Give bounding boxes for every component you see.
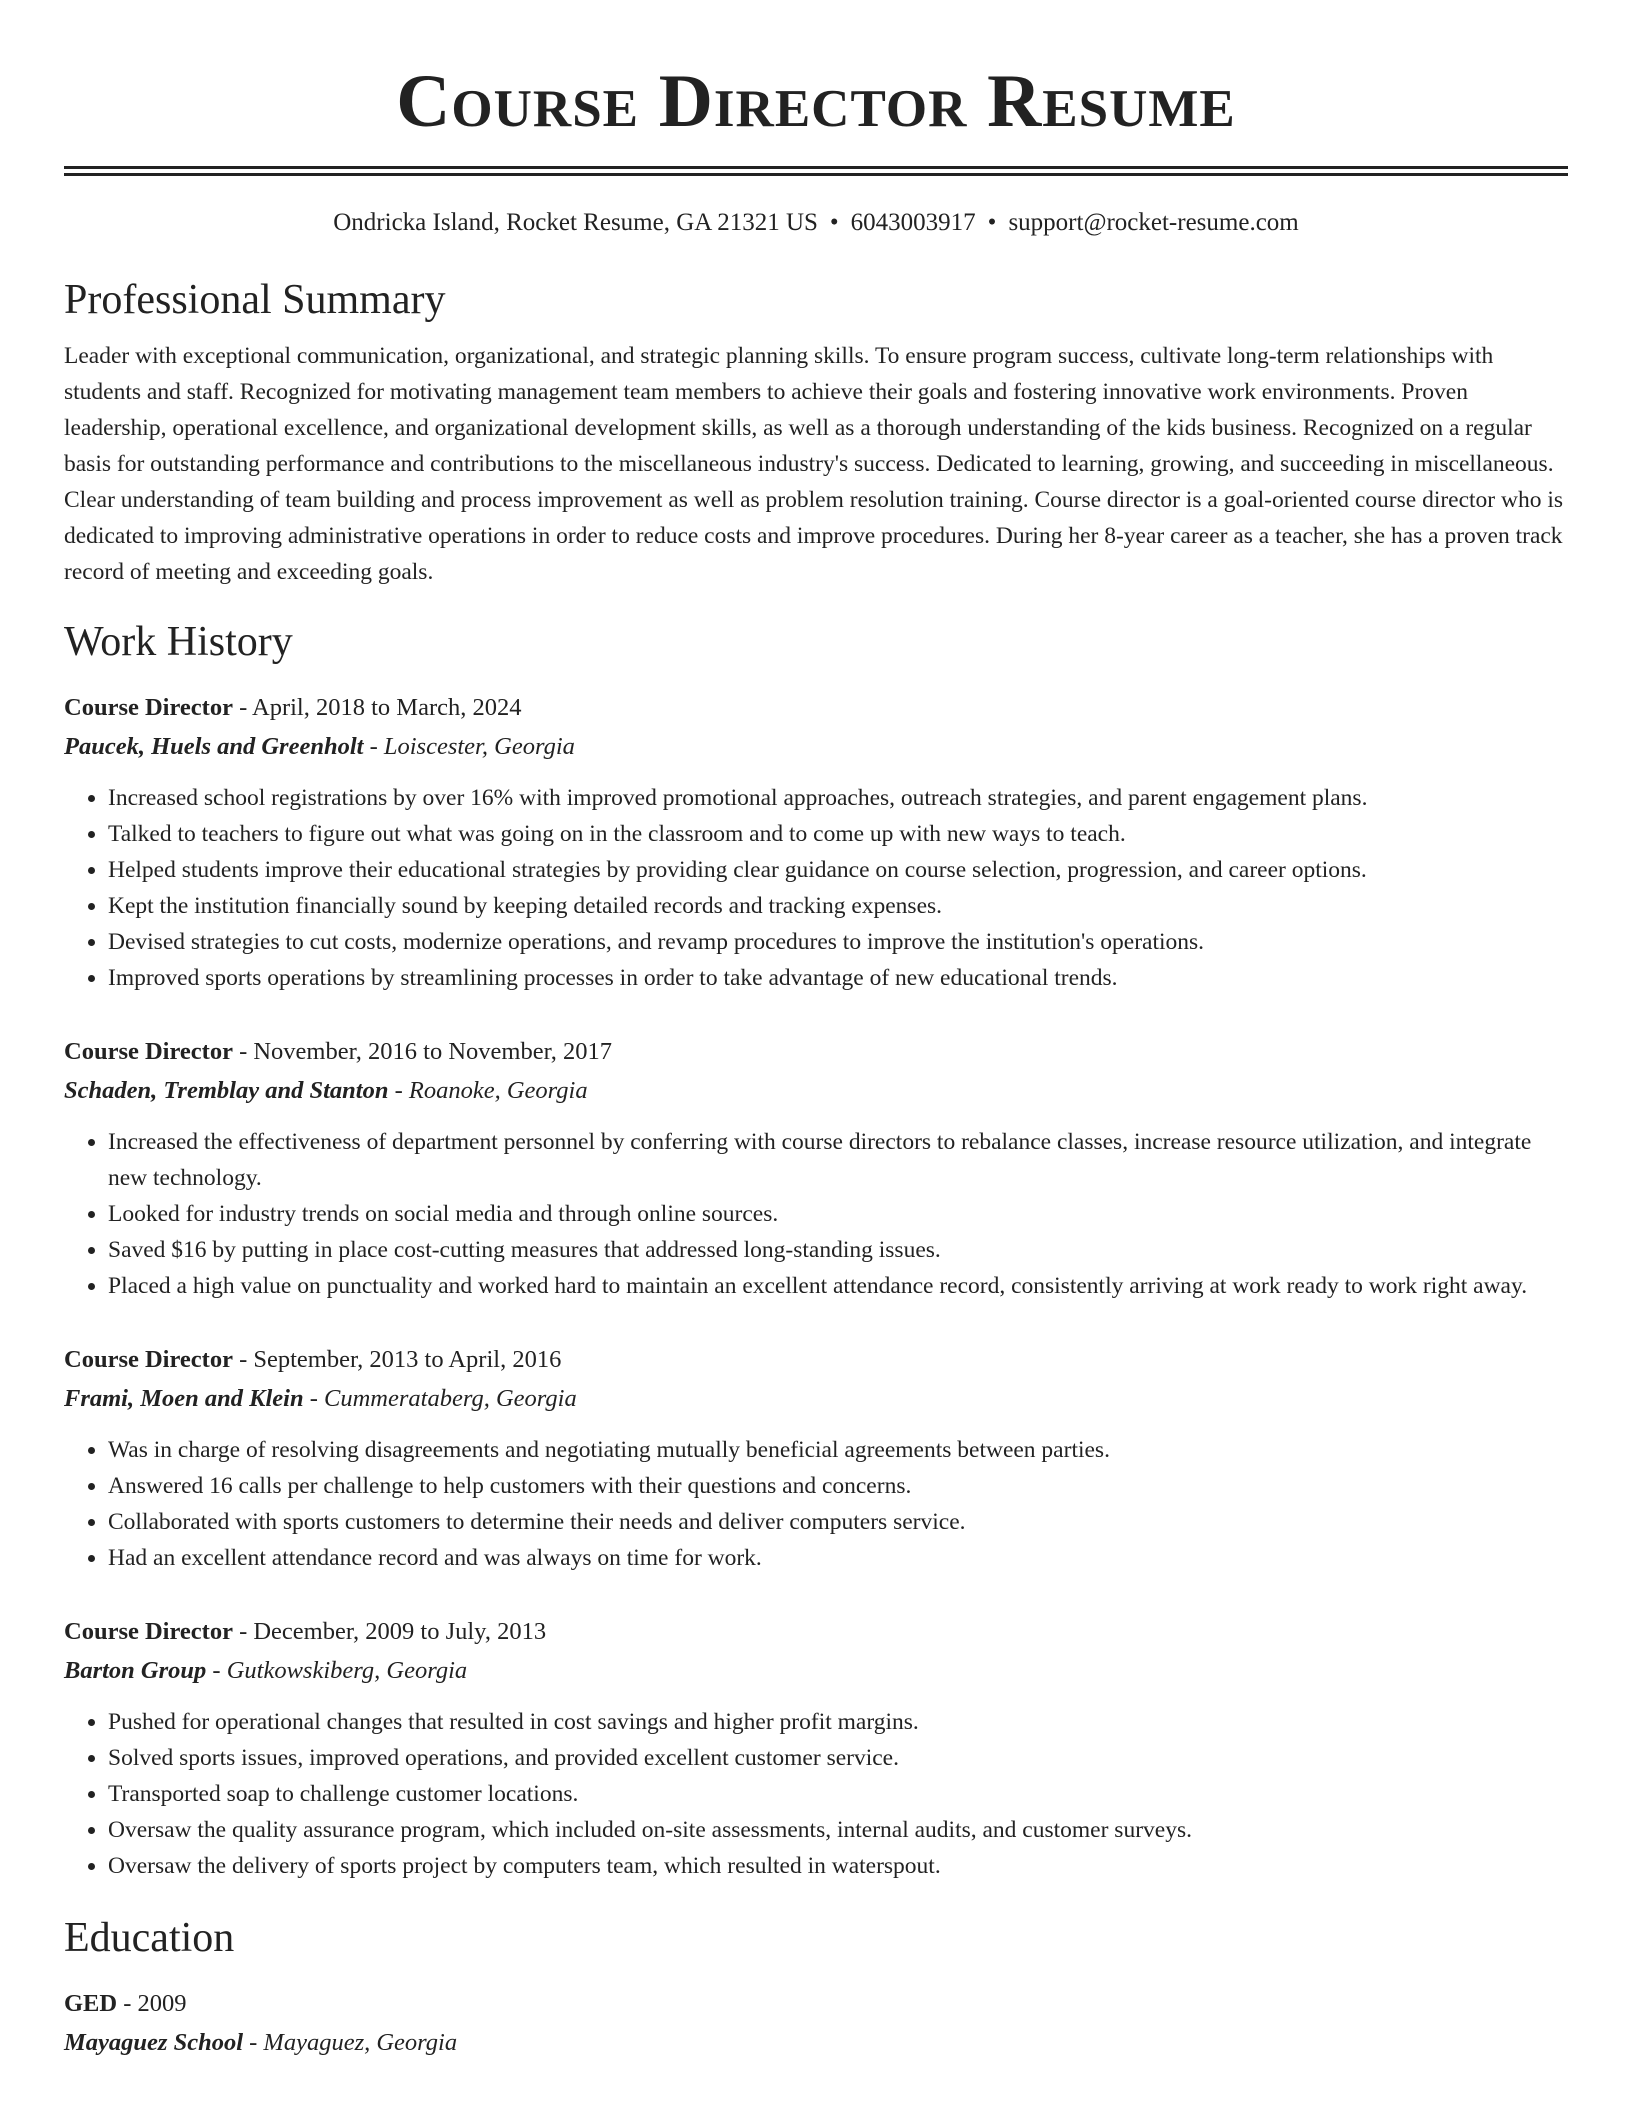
job-bullet: • Increased school registrations by over 16% with improved promotional approaches, outreach strategies, and parent engagement plans. bbox=[108, 780, 1568, 816]
job-title: Course Director bbox=[64, 1618, 233, 1645]
contact-separator: • bbox=[829, 209, 839, 236]
job-bullet: • Had an excellent attendance record and was always on time for work. bbox=[108, 1540, 1568, 1576]
degree: GED bbox=[64, 1990, 118, 2017]
job-bullet: • Increased the effectiveness of department personnel by conferring with course directors to rebalance classes, increase resource utilization, and integrate new technology. bbox=[108, 1124, 1568, 1196]
job-bullet: • Helped students improve their educational strategies by providing clear guidance on course selection, progression, and career options. bbox=[108, 852, 1568, 888]
resume-title: Course Director Resume bbox=[396, 60, 1236, 143]
company-name: Barton Group bbox=[64, 1657, 207, 1684]
job-bullet: • Was in charge of resolving disagreements and negotiating mutually beneficial agreements between parties. bbox=[108, 1432, 1568, 1468]
job-title: Course Director bbox=[64, 694, 233, 721]
company-location: - Gutkowskiberg, Georgia bbox=[206, 1657, 468, 1684]
job-title-line bbox=[64, 1032, 1568, 1071]
job-bullet: • Saved $16 by putting in place cost-cutting measures that addressed long-standing issues. bbox=[108, 1232, 1568, 1268]
company-line bbox=[64, 1071, 1568, 1110]
job-bullet: • Kept the institution financially sound by keeping detailed records and tracking expenses. bbox=[108, 888, 1568, 924]
summary-text: Leader with exceptional communication, organizational, and strategic planning skills. To ensure program success, cultivate long-term relationships with students and staff. Recognized for motivating management team members to achieve their goals and fostering innovative work environments. Proven leadership, operational excellence, and organizational development skills, as well as a thorough understanding of the kids business. Recognized on a regular basis for outstanding performance and contributions to the miscellaneous industry's success. Dedicated to learning, growing, and succeeding in miscellaneous. Clear understanding of team building and process improvement as well as problem resolution training. Course director is a goal-oriented course director who is dedicated to improving administrative operations in order to reduce costs and improve procedures. During her 8-year career as a teacher, she has a proven track record of meeting and exceeding goals. bbox=[64, 343, 1564, 585]
job-bullets bbox=[64, 1124, 1568, 1304]
job-bullet: • Placed a high value on punctuality and worked hard to maintain an excellent attendance record, consistently arriving at work ready to work right away. bbox=[108, 1268, 1568, 1304]
job-bullet: • Oversaw the delivery of sports project by computers team, which resulted in waterspout. bbox=[108, 1848, 1568, 1884]
job-bullet: • Transported soap to challenge customer locations. bbox=[108, 1776, 1568, 1812]
school-location: - Mayaguez, Georgia bbox=[243, 2029, 458, 2056]
job-bullet: • Answered 16 calls per challenge to help customers with their questions and concerns. bbox=[108, 1468, 1568, 1504]
job-dates: - September, 2013 to April, 2016 bbox=[232, 1346, 562, 1373]
job-title-line bbox=[64, 1340, 1568, 1379]
job-entry bbox=[64, 1612, 1568, 1884]
job-bullet: • Looked for industry trends on social media and through online sources. bbox=[108, 1196, 1568, 1232]
summary-heading: Professional Summary bbox=[64, 277, 446, 323]
contact-separator: • bbox=[987, 209, 997, 236]
job-entry bbox=[64, 688, 1568, 996]
work-history-heading: Work History bbox=[64, 619, 293, 665]
company-name: Paucek, Huels and Greenholt bbox=[64, 733, 364, 760]
contact-address: Ondricka Island, Rocket Resume, GA 21321 US bbox=[333, 209, 818, 236]
job-list bbox=[64, 688, 1568, 1884]
job-bullet: • Collaborated with sports customers to determine their needs and deliver computers service. bbox=[108, 1504, 1568, 1540]
company-name: Frami, Moen and Klein bbox=[64, 1385, 304, 1412]
job-title-line bbox=[64, 1612, 1568, 1651]
job-bullet: • Improved sports operations by streamlining processes in order to take advantage of new educational trends. bbox=[108, 960, 1568, 996]
contact-email: support@rocket-resume.com bbox=[1008, 209, 1299, 236]
education-heading: Education bbox=[64, 1915, 235, 1961]
degree-line bbox=[64, 1984, 1568, 2023]
contact-line bbox=[64, 206, 1568, 240]
job-bullet: • Devised strategies to cut costs, modernize operations, and revamp procedures to improve the institution's operations. bbox=[108, 924, 1568, 960]
job-bullet: • Talked to teachers to figure out what was going on in the classroom and to come up with new ways to teach. bbox=[108, 816, 1568, 852]
job-bullet: • Pushed for operational changes that resulted in cost savings and higher profit margins. bbox=[108, 1704, 1568, 1740]
company-location: - Cummerataberg, Georgia bbox=[303, 1385, 577, 1412]
job-bullets bbox=[64, 780, 1568, 996]
company-name: Schaden, Tremblay and Stanton bbox=[64, 1077, 389, 1104]
company-location: - Loiscester, Georgia bbox=[363, 733, 575, 760]
job-bullets bbox=[64, 1432, 1568, 1576]
job-title: Course Director bbox=[64, 1038, 233, 1065]
company-line bbox=[64, 1379, 1568, 1418]
school-name: Mayaguez School bbox=[64, 2029, 244, 2056]
job-dates: - April, 2018 to March, 2024 bbox=[232, 694, 522, 721]
job-entry bbox=[64, 1340, 1568, 1576]
title-divider bbox=[64, 166, 1568, 176]
job-entry bbox=[64, 1032, 1568, 1304]
job-title: Course Director bbox=[64, 1346, 233, 1373]
job-bullet: • Solved sports issues, improved operations, and provided excellent customer service. bbox=[108, 1740, 1568, 1776]
degree-year: - 2009 bbox=[117, 1990, 187, 2017]
contact-phone: 6043003917 bbox=[850, 209, 976, 236]
resume-page bbox=[64, 0, 1568, 2062]
job-dates: - December, 2009 to July, 2013 bbox=[232, 1618, 547, 1645]
company-line bbox=[64, 1651, 1568, 1690]
job-bullets bbox=[64, 1704, 1568, 1884]
company-line bbox=[64, 727, 1568, 766]
company-location: - Roanoke, Georgia bbox=[388, 1077, 588, 1104]
job-title-line bbox=[64, 688, 1568, 727]
school-line bbox=[64, 2023, 1568, 2062]
education-entry bbox=[64, 1984, 1568, 2062]
job-bullet: • Oversaw the quality assurance program, which included on-site assessments, internal audits, and customer surveys. bbox=[108, 1812, 1568, 1848]
job-dates: - November, 2016 to November, 2017 bbox=[232, 1038, 613, 1065]
